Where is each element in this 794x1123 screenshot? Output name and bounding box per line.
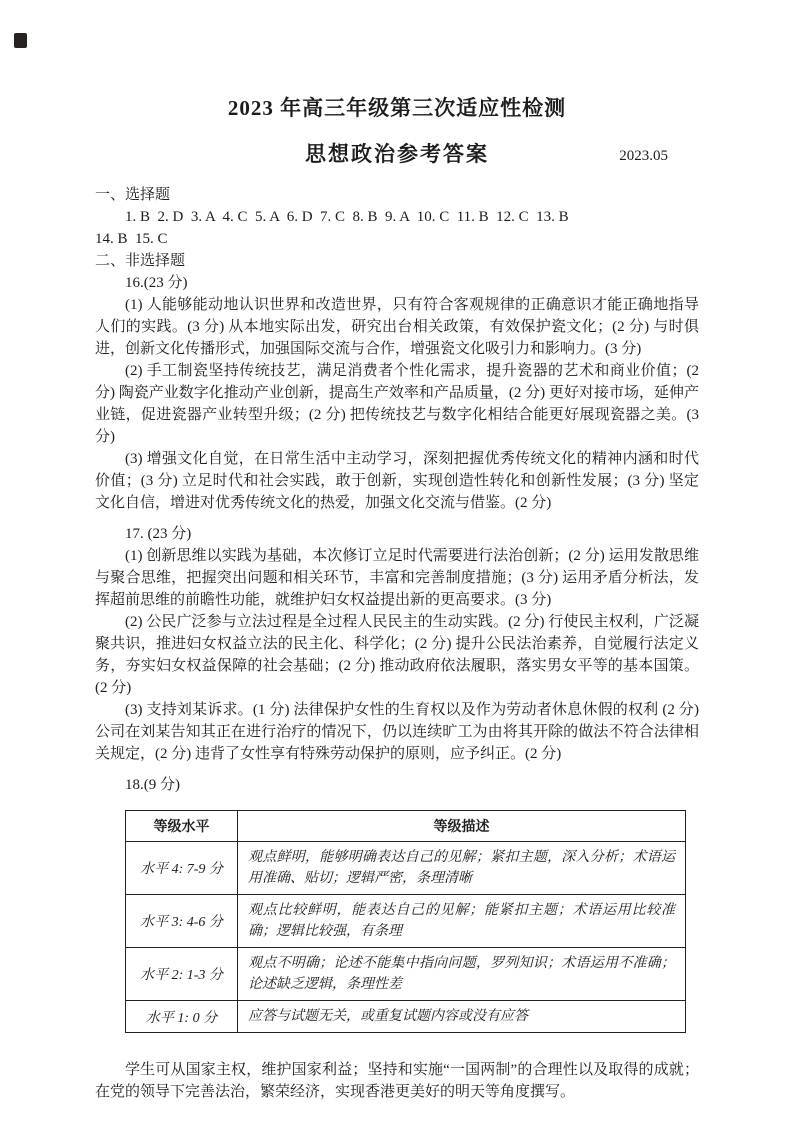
q16-heading: 16.(23 分): [125, 275, 188, 291]
q17-heading: 17. (23 分): [125, 526, 192, 542]
document-date: 2023.05: [619, 148, 668, 164]
grading-rubric-table: [125, 810, 686, 1033]
document-title: 2023 年高三年级第三次适应性检测: [227, 96, 567, 120]
table-header-description: 等级描述: [238, 811, 686, 842]
table-row: [126, 895, 686, 948]
table-row: [126, 1001, 686, 1033]
q17-answer-2: (2) 公民广泛参与立法过程是全过程人民民主的生动实践。(2 分) 行使民主权利，广泛凝聚共识，推进妇女权益立法的民主化、科学化；(2 分) 提升公民法治素养，自觉履行法定义务，夯实妇女权益保障的社会基础；(2 分) 推动政府依法履职，落实男女平等的基本国策。(2 分): [95, 614, 699, 696]
table-row: [126, 948, 686, 1001]
section-heading-non-choice: 二、非选择题: [95, 253, 186, 269]
q16-answer-3: (3) 增强文化自觉，在日常生活中主动学习，深刻把握优秀传统文化的精神内涵和时代价值；(3 分) 立足时代和社会实践，敢于创新，实现创造性转化和创新性发展；(3 分) 坚定文化自信，增进对优秀传统文化的热爱，加强文化交流与借鉴。(2 分): [95, 451, 699, 511]
q17-answer-1: (1) 创新思维以实践为基础，本次修订立足时代需要进行法治创新；(2 分) 运用发散思维与聚合思维，把握突出问题和相关环节，丰富和完善制度措施；(3 分) 运用矛盾分析法，发挥超前思维的前瞻性功能，就维护妇女权益提出新的更高要求。(3 分): [95, 548, 699, 608]
document-subtitle: 思想政治参考答案: [305, 142, 489, 166]
rubric-desc-3: 观点比较鲜明，能表达自己的见解；能紧扣主题；术语运用比较准确；逻辑比较强，有条理: [238, 895, 686, 948]
subtitle-row: [95, 138, 699, 168]
choice-answers-line-2: 14. B 15. C: [95, 231, 168, 247]
scan-corner-mark: [14, 33, 27, 48]
q16-answer-2: (2) 手工制瓷坚持传统技艺，满足消费者个性化需求，提升瓷器的艺术和商业价值；(2 分) 陶瓷产业数字化推动产业创新，提高生产效率和产品质量，(2 分) 更好对接市场，延伸产业链，促进瓷器产业转型升级；(2 分) 把传统技艺与数字化相结合能更好展现瓷器之美。(3 分): [95, 363, 699, 445]
q18-heading: 18.(9 分): [125, 777, 180, 793]
q18-guidance-note: 学生可从国家主权，维护国家利益；坚持和实施“一国两制”的合理性以及取得的成就；在党的领导下完善法治，繁荣经济，实现香港更美好的明天等角度撰写。: [95, 1062, 699, 1100]
table-row: [126, 842, 686, 895]
q16-answer-1: (1) 人能够能动地认识世界和改造世界，只有符合客观规律的正确意识才能正确地指导人们的实践。(3 分) 从本地实际出发，研究出台相关政策，有效保护瓷文化；(2 分) 与时俱进，创新文化传播形式，加强国际交流与合作，增强瓷文化吸引力和影响力。(3 分): [95, 297, 699, 357]
section-heading-multiple-choice: 一、选择题: [95, 187, 171, 203]
choice-answers-line-1: 1. B 2. D 3. A 4. C 5. A 6. D 7. C 8. B 9. A 10. C 11. B 12. C 13. B: [125, 209, 569, 225]
rubric-desc-4: 观点鲜明，能够明确表达自己的见解；紧扣主题，深入分析；术语运用准确、贴切；逻辑严密，条理清晰: [238, 842, 686, 895]
rubric-level-4: 水平 4: 7-9 分: [126, 842, 238, 895]
rubric-desc-1: 应答与试题无关，或重复试题内容或没有应答: [238, 1001, 686, 1033]
rubric-level-3: 水平 3: 4-6 分: [126, 895, 238, 948]
rubric-level-1: 水平 1: 0 分: [126, 1001, 238, 1033]
table-header-level: 等级水平: [126, 811, 238, 842]
table-header-row: [126, 811, 686, 842]
rubric-level-2: 水平 2: 1-3 分: [126, 948, 238, 1001]
rubric-desc-2: 观点不明确；论述不能集中指向问题，罗列知识；术语运用不准确；论述缺乏逻辑，条理性差: [238, 948, 686, 1001]
q17-answer-3: (3) 支持刘某诉求。(1 分) 法律保护女性的生育权以及作为劳动者休息休假的权利 (2 分) 公司在刘某告知其正在进行治疗的情况下，仍以连续旷工为由将其开除的做法不符合法律相关规定，(2 分) 违背了女性享有特殊劳动保护的原则，应予纠正。(2 分): [95, 702, 699, 762]
